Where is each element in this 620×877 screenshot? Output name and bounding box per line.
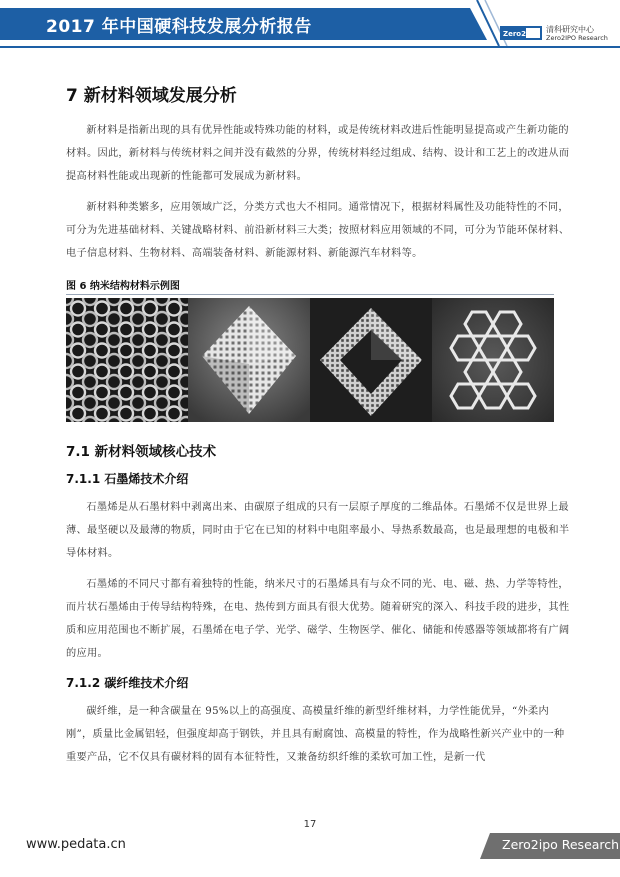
subsection-heading: 7.1 新材料领域核心技术 xyxy=(66,444,217,460)
footer-brand: Zero2ipo Research xyxy=(502,837,620,852)
report-title: 2017 年中国硬科技发展分析报告 xyxy=(46,17,312,37)
nanostructure-figure xyxy=(66,298,554,422)
page-footer xyxy=(0,828,620,868)
page-number: 17 xyxy=(303,819,317,830)
logo-english-name: Zero2IPO Research xyxy=(546,34,608,42)
graphene-heading: 7.1.1 石墨烯技术介绍 xyxy=(66,472,189,486)
logo-badge-icon xyxy=(500,26,542,40)
zero2ipo-logo xyxy=(500,22,612,44)
section-heading: 7 新材料领域发展分析 xyxy=(66,86,237,106)
graphene-paragraph-1: 石墨烯是从石墨材料中剥离出来、由碳原子组成的只有一层原子厚度的二维晶体。石墨烯不仅是世界上最薄、最坚硬以及最薄的物质，同时由于它在已知的材料中电阻率最小、导热系数最高，也是最理想的电极和半导体材料。 xyxy=(66,502,570,559)
figure-rule xyxy=(66,294,554,295)
graphene-paragraph-2: 石墨烯的不同尺寸都有着独特的性能，纳米尺寸的石墨烯具有与众不同的光、电、磁、热、力学等特性，而片状石墨烯由于传导结构特殊，在电、热传到方面具有很大优势。随着研究的深入、科技手段的进步，其性质和应用范围也不断扩展，石墨烯在电子学、光学、磁学、生物医学、催化、储能和传感器等领域都将有广阔的应用。 xyxy=(66,579,570,659)
figure-caption: 图 6 纳米结构材料示例图 xyxy=(66,281,180,292)
footer-url-link[interactable]: www.pedata.cn xyxy=(26,837,126,852)
carbon-fiber-paragraph: 碳纤维，是一种含碳量在 95%以上的高强度、高模量纤维的新型纤维材料，力学性能优异，“外柔内刚”，质量比金属铝轻，但强度却高于钢铁，并且具有耐腐蚀、高模量的特性，作为战略性新兴产业中的一种重要产品，它不仅具有碳材料的固有本征特性，又兼备纺织纤维的柔软可加工性，是新一代 xyxy=(66,706,565,763)
page-header xyxy=(0,0,620,46)
section-paragraph-1: 新材料是指新出现的具有优异性能或特殊功能的材料，或是传统材料改进后性能明显提高或产生新功能的材料。因此，新材料与传统材料之间并没有截然的分界，传统材料经过组成、结构、设计和工艺上的改进从而提高材料性能或出现新的性能都可发展成为新材料。 xyxy=(66,125,570,182)
carbon-fiber-heading: 7.1.2 碳纤维技术介绍 xyxy=(66,676,189,690)
figure-panel-lattice xyxy=(66,298,188,422)
section-paragraph-2: 新材料种类繁多，应用领域广泛，分类方式也大不相同。通常情况下，根据材料属性及功能特性的不同，可分为先进基础材料、关键战略材料、前沿新材料三大类；按照材料应用领域的不同，可分为节能环保材料、电子信息材料、生物材料、高端装备材料、新能源材料、新能源汽车材料等。 xyxy=(66,202,570,259)
figure-panel-fractal-octahedron xyxy=(310,298,432,422)
header-divider xyxy=(0,46,620,48)
logo-chinese-name: 清科研究中心 xyxy=(546,25,594,34)
svg-text:Zero2IPO: Zero2IPO xyxy=(503,30,540,38)
figure-panel-octahedron-truss xyxy=(188,298,310,422)
figure-panel-hexagonal xyxy=(432,298,554,422)
